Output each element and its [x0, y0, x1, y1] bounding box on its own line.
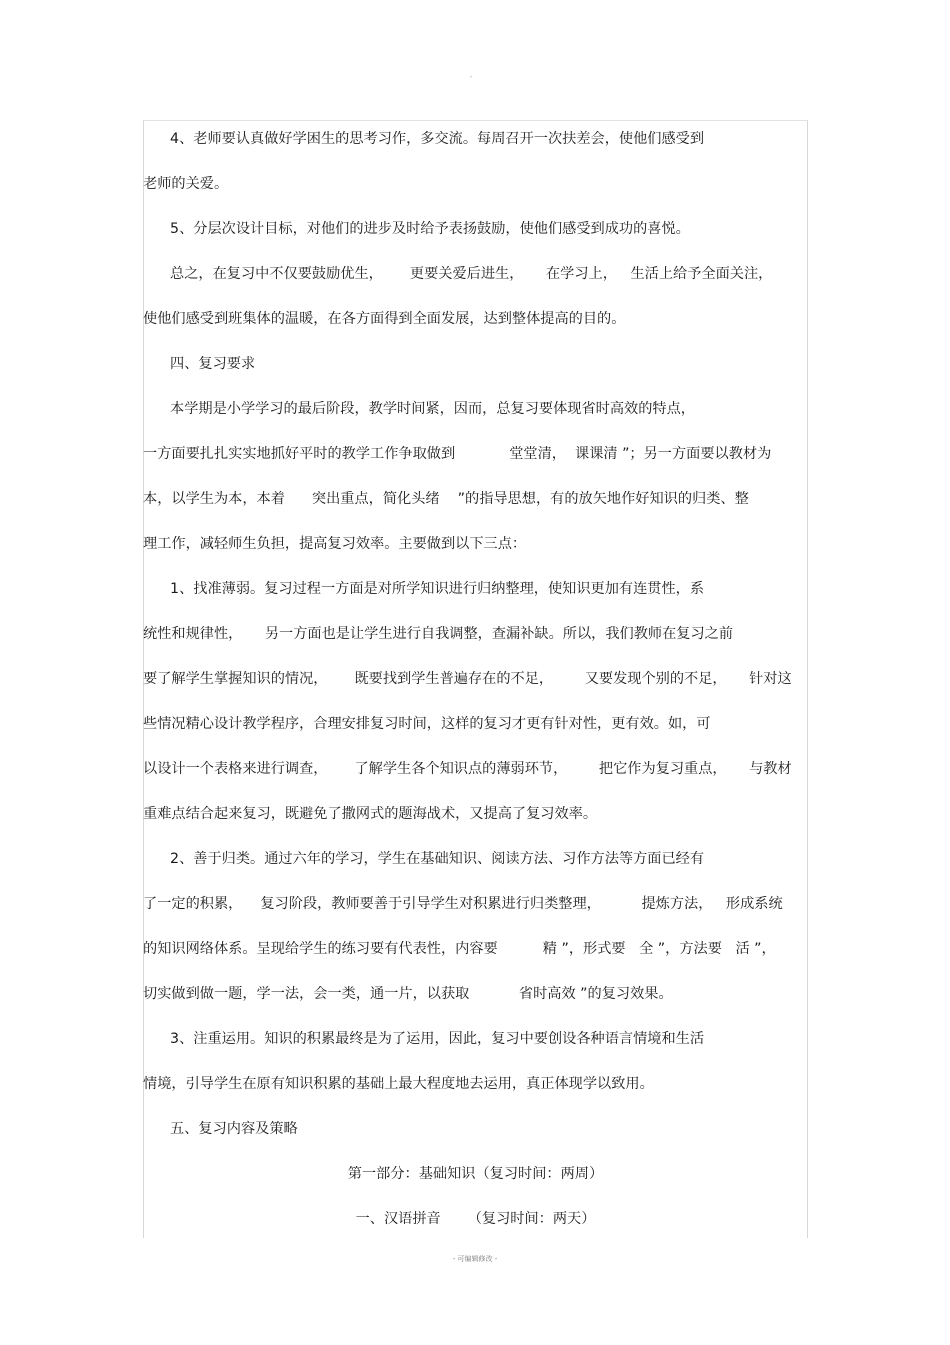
paragraph-line: 了一定的积累， 复习阶段，教师要善于引导学生对积累进行归类整理， 提炼方法， 形成系统: [143, 896, 783, 912]
paragraph-line: 本学期是小学学习的最后阶段，教学时间紧，因而，总复习要体现省时高效的特点，: [143, 401, 695, 417]
header-mark: 。: [470, 72, 477, 79]
section-heading-review-requirements: 四、复习要求: [143, 356, 256, 372]
paragraph-line: 2、善于归类。通过六年的学习，学生在基础知识、阅读方法、习作方法等方面已经有: [143, 851, 705, 867]
paragraph-line: 老师的关爱。: [143, 176, 229, 192]
paragraph-line: 本，以学生为本，本着 突出重点，简化头绪 ”的指导思想，有的放矢地作好知识的归类、整: [143, 491, 749, 507]
subsection-heading: 一、汉语拼音 （复习时间：两天）: [355, 1211, 596, 1227]
paragraph-line: 切实做到做一题，学一法，会一类，通一片，以获取 省时高效 ”的复习效果。: [143, 986, 673, 1002]
paragraph-line: 理工作，减轻师生负担，提高复习效率。主要做到以下三点：: [143, 536, 527, 552]
paragraph-line: 4、老师要认真做好学困生的思考习作，多交流。每周召开一次扶差会，使他们感受到: [143, 131, 705, 147]
paragraph-line: 统性和规律性， 另一方面也是让学生进行自我调整，查漏补缺。所以，我们教师在复习之前: [143, 626, 734, 642]
paragraph-line: 3、注重运用。知识的积累最终是为了运用，因此，复习中要创设各种语言情境和生活: [143, 1031, 705, 1047]
paragraph-line: 的知识网络体系。呈现给学生的练习要有代表性，内容要 精 ”，形式要 全 ”，方法要 活 ”，: [143, 941, 776, 957]
paragraph-line: 总之，在复习中不仅要鼓励优生， 更要关爱后进生， 在学习上， 生活上给予全面关注，: [143, 266, 773, 282]
part-heading: 第一部分：基础知识（复习时间：两周）: [347, 1166, 604, 1182]
paragraph-line: 5、分层次设计目标，对他们的进步及时给予表扬鼓励，使他们感受到成功的喜悦。: [143, 221, 690, 237]
paragraph-line: 一方面要扎扎实实地抓好平时的教学工作争取做到 堂堂清， 课课清 ”；另一方面要以教材为: [143, 446, 772, 462]
paragraph-line: 情境，引导学生在原有知识积累的基础上最大程度地去运用，真正体现学以致用。: [143, 1076, 654, 1092]
paragraph-line: 使他们感受到班集体的温暖，在各方面得到全面发展，达到整体提高的目的。: [143, 311, 626, 327]
section-heading-content-strategy: 五、复习内容及策略: [143, 1121, 298, 1137]
paragraph-line: 1、找准薄弱。复习过程一方面是对所学知识进行归纳整理，使知识更加有连贯性，系: [143, 581, 705, 597]
paragraph-line: 重难点结合起来复习，既避免了撒网式的题海战术，又提高了复习效率。: [143, 806, 598, 822]
paragraph-line: 要了解学生掌握知识的情况， 既要找到学生普遍存在的不足， 又要发现个别的不足， 针对这: [143, 671, 792, 687]
paragraph-line: 以设计一个表格来进行调查， 了解学生各个知识点的薄弱环节， 把它作为复习重点， 与教材: [143, 761, 792, 777]
paragraph-line: 些情况精心设计教学程序，合理安排复习时间，这样的复习才更有针对性，更有效。如，可: [143, 716, 711, 732]
page-footer: - 可编辑修改 -: [452, 1255, 498, 1263]
